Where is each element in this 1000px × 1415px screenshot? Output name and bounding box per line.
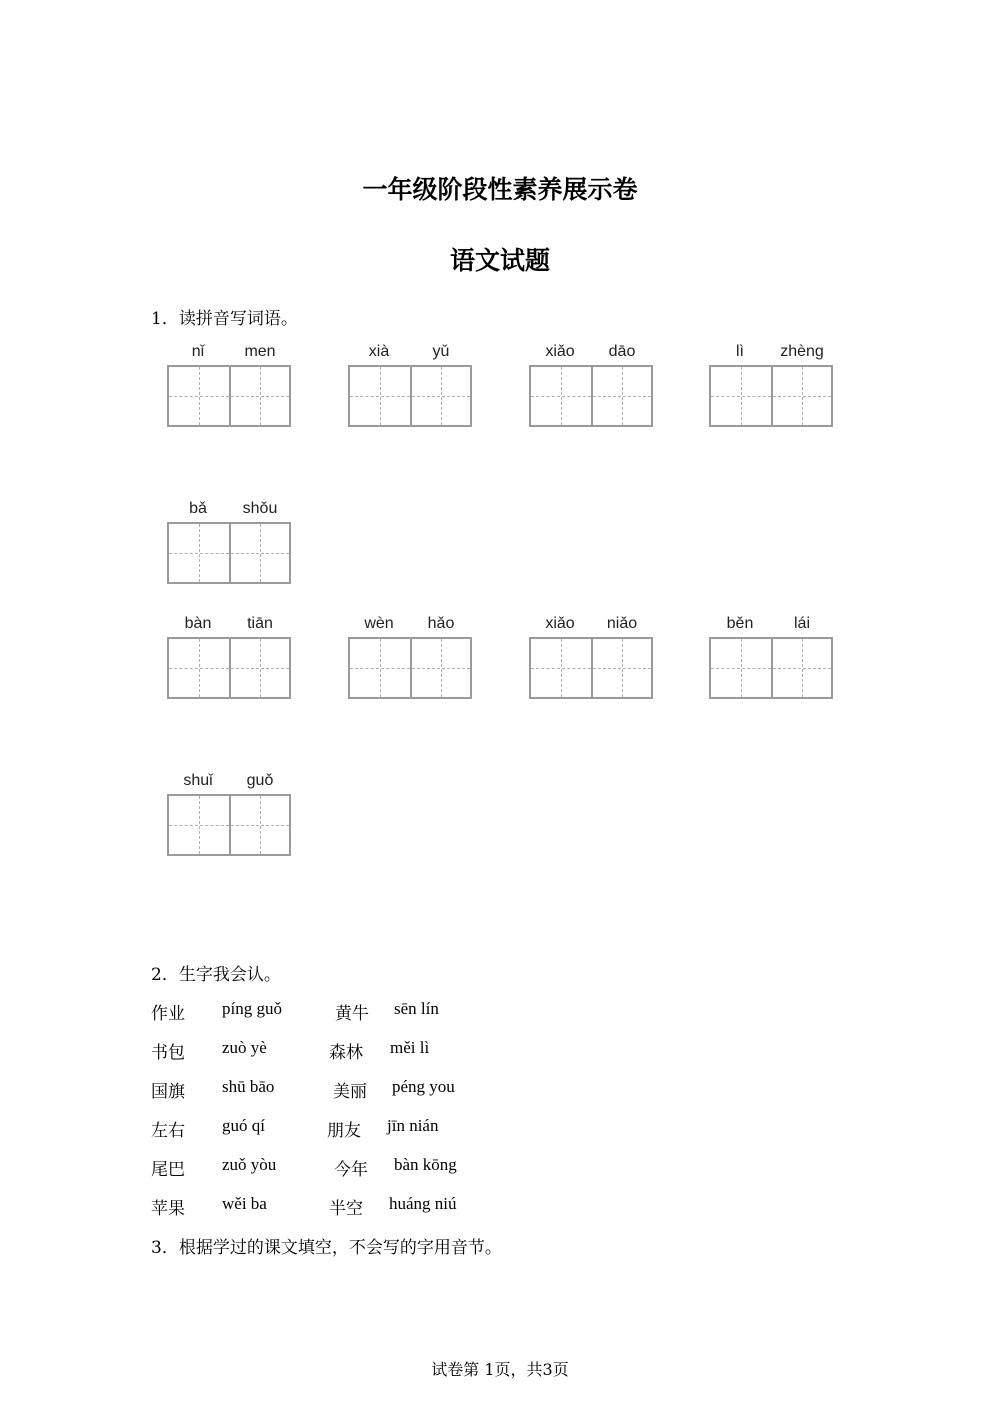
pinyin-syllable: dāo [608, 343, 636, 360]
question-3-label: 3．根据学过的课文填空，不会写的字用音节。 [151, 1238, 502, 1258]
question-2-label: 2．生字我会认。 [151, 965, 281, 985]
writing-grid[interactable] [529, 637, 653, 699]
pinyin-word-2 [348, 343, 472, 427]
writing-grid[interactable] [167, 637, 291, 699]
pinyin-syllable: wèn [364, 615, 394, 632]
pinyin-word[interactable]: zuò yè [222, 1038, 267, 1057]
writing-grid[interactable] [348, 365, 472, 427]
pinyin-word-10 [167, 772, 291, 856]
pinyin-word[interactable]: zuǒ yòu [222, 1155, 277, 1174]
hanzi-word[interactable]: 书包 [151, 1043, 185, 1063]
pinyin-word-3 [529, 343, 653, 427]
pinyin-word[interactable]: jīn nián [387, 1116, 439, 1135]
pinyin-syllable: men [244, 343, 276, 360]
pinyin-syllable: tiān [247, 615, 273, 632]
hanzi-word[interactable]: 美丽 [333, 1082, 367, 1102]
pinyin-word-1 [167, 343, 291, 427]
pinyin-syllable: běn [726, 615, 754, 632]
exam-subject: 语文试题 [449, 246, 550, 275]
pinyin-word-4 [709, 343, 833, 427]
hanzi-word[interactable]: 今年 [334, 1160, 368, 1180]
pinyin-syllable: bàn [184, 615, 212, 632]
pinyin-word[interactable]: guó qí [222, 1116, 265, 1135]
pinyin-word-7 [348, 615, 472, 699]
pinyin-syllable: lì [736, 343, 744, 360]
writing-grid[interactable] [167, 365, 291, 427]
pinyin-syllable: lái [793, 615, 810, 632]
pinyin-syllable: nǐ [191, 343, 205, 360]
hanzi-word[interactable]: 半空 [329, 1199, 363, 1219]
pinyin-word[interactable]: péng you [392, 1077, 455, 1096]
pinyin-word[interactable]: bàn kōng [394, 1155, 457, 1174]
pinyin-syllable: bǎ [189, 500, 207, 517]
pinyin-word[interactable]: wěi ba [222, 1194, 267, 1213]
pinyin-word[interactable]: měi lì [390, 1038, 430, 1057]
page-footer: 试卷第 1页，共3页 [431, 1360, 569, 1379]
writing-grid[interactable] [709, 365, 833, 427]
pinyin-syllable: hǎo [427, 615, 455, 632]
hanzi-word[interactable]: 国旗 [151, 1082, 185, 1102]
pinyin-word[interactable]: shū bāo [222, 1077, 275, 1096]
pinyin-word-6 [167, 615, 291, 699]
pinyin-syllable: xiǎo [545, 343, 575, 360]
pinyin-word-9 [709, 615, 833, 699]
pinyin-syllable: yǔ [432, 343, 450, 360]
pinyin-syllable: shuǐ [183, 772, 213, 789]
hanzi-word[interactable]: 左右 [151, 1121, 185, 1141]
writing-grid[interactable] [167, 522, 291, 584]
hanzi-word[interactable]: 苹果 [151, 1199, 185, 1219]
writing-grid[interactable] [348, 637, 472, 699]
writing-grid[interactable] [709, 637, 833, 699]
pinyin-word[interactable]: píng guǒ [222, 999, 282, 1018]
hanzi-word[interactable]: 森林 [329, 1043, 363, 1063]
pinyin-word-8 [529, 615, 653, 699]
exam-title: 一年级阶段性素养展示卷 [362, 175, 638, 204]
pinyin-syllable: niǎo [606, 615, 638, 632]
hanzi-word[interactable]: 作业 [151, 1004, 185, 1024]
pinyin-syllable: zhèng [780, 343, 824, 360]
hanzi-word[interactable]: 朋友 [327, 1121, 361, 1141]
pinyin-syllable: xià [368, 343, 390, 360]
pinyin-syllable: xiǎo [545, 615, 575, 632]
pinyin-word[interactable]: huáng niú [389, 1194, 457, 1213]
pinyin-word[interactable]: sēn lín [394, 999, 439, 1018]
question-1-label: 1．读拼音写词语。 [151, 309, 298, 329]
hanzi-word[interactable]: 尾巴 [151, 1160, 185, 1180]
pinyin-word-5 [167, 500, 291, 584]
pinyin-syllable: shǒu [242, 500, 278, 517]
writing-grid[interactable] [529, 365, 653, 427]
writing-grid[interactable] [167, 794, 291, 856]
hanzi-word[interactable]: 黄牛 [335, 1004, 369, 1024]
pinyin-syllable: guǒ [246, 772, 274, 789]
